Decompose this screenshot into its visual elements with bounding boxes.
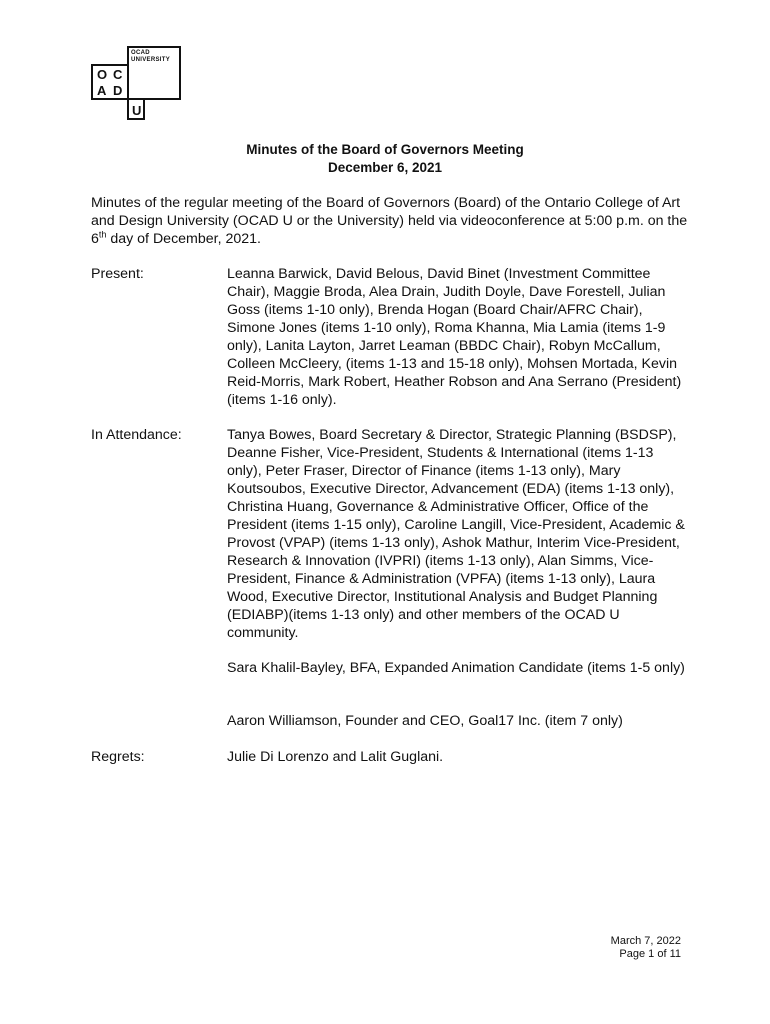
page-number: Page 1 of 11 — [619, 948, 681, 960]
ocad-university-logo — [91, 46, 183, 122]
logo-wordmark-line1: OCAD — [131, 50, 150, 56]
logo-letter-c: C — [113, 67, 123, 82]
intro-text: Minutes of the regular meeting of the Board of Governors (Board) of the Ontario College of Art and Design University (OCAD U or the University) held via videoconference at 5:00 p.m. on the 6 — [91, 195, 688, 247]
footer-date: March 7, 2022 — [610, 935, 681, 947]
logo-wordmark-line2: UNIVERSITY — [131, 57, 171, 63]
document-title: Minutes of the Board of Governors Meeting — [246, 142, 524, 157]
present-list: Leanna Barwick, David Belous, David Binet (Investment Committee Chair), Maggie Broda, Alea Drain, Judith Doyle, Dave Forestell, Julian Goss (items 1-10 only), Brenda Hogan (Board Chair/AFRC Chair), Simone Jones (items 1-10 only), Roma Khanna, Mia Lamia (items 1-9 only), Lanita Layton, Jarret Leaman (BBDC Chair), Robyn McCallum, Colleen McCleery, (items 1-13 and 15-18 only), Mohsen Mortada, Kevin Reid-Morris, Mark Robert, Heather Robson and Ana Serrano (President) (items 1-16 only). — [227, 266, 682, 408]
present-label: Present: — [91, 266, 144, 282]
guest-entry-1: Sara Khalil-Bayley, BFA, Expanded Animation Candidate (items 1-5 only) — [227, 660, 685, 676]
logo-letter-u: U — [132, 103, 142, 118]
logo-letter-a: A — [97, 83, 107, 98]
intro-paragraph — [91, 194, 691, 248]
regrets-list: Julie Di Lorenzo and Lalit Guglani. — [227, 749, 444, 765]
regrets-label: Regrets: — [91, 749, 145, 765]
attendance-label: In Attendance: — [91, 427, 182, 443]
guest-entry-2: Aaron Williamson, Founder and CEO, Goal17 Inc. (item 7 only) — [227, 713, 623, 729]
page-footer — [611, 935, 681, 961]
intro-ordinal-suffix: th — [98, 229, 107, 240]
logo-wordmark — [131, 50, 170, 64]
document-date: December 6, 2021 — [327, 160, 443, 175]
intro-text-end: day of December, 2021. — [106, 231, 261, 247]
attendance-list: Tanya Bowes, Board Secretary & Director, Strategic Planning (BSDSP), Deanne Fisher, Vice-President, Students & International (items 1-13 only), Peter Fraser, Director of Finance (items 1-13 only), Mary Koutsoubos, Executive Director, Advancement (EDA) (items 1-13 only), Christina Huang, Governance & Administrative Officer, Office of the President (items 1-15 only), Caroline Langill, Vice-President, Academic & Provost (VPAP) (items 1-13 only), Ashok Mathur, Interim Vice-President, Research & Innovation (IVPRI) (items 1-13 only), Alan Simms, Vice-President, Finance & Administration (VPFA) (items 1-13 only), Laura Wood, Executive Director, Institutional Analysis and Budget Planning (EDIABP)(items 1-13 only) and other members of the OCAD U community. — [227, 427, 685, 641]
logo-letter-o: O — [97, 67, 108, 82]
logo-letter-d: D — [113, 83, 123, 98]
